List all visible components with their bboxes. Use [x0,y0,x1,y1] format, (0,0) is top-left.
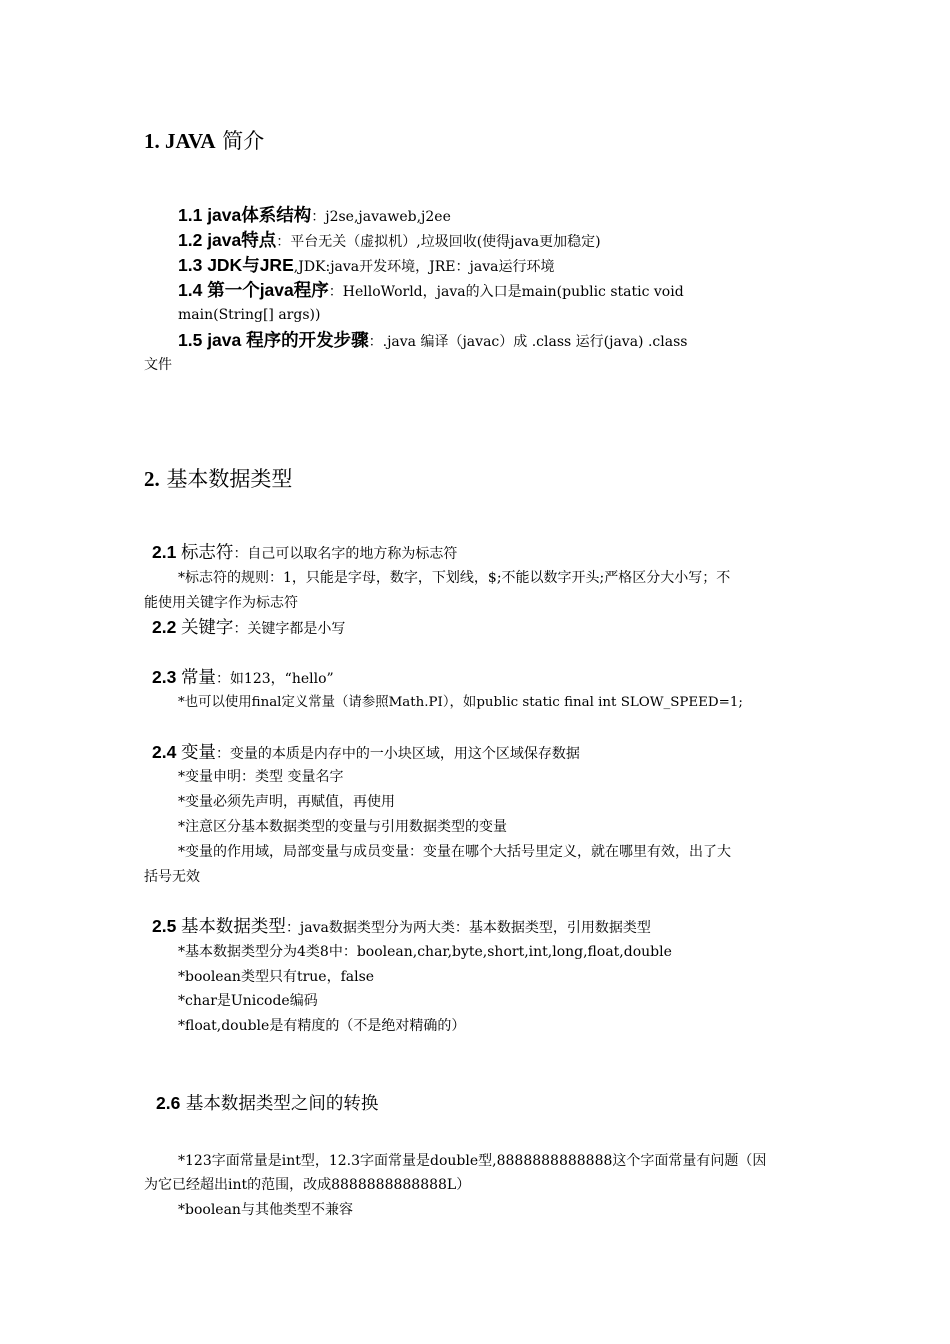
item-2-3-text: ：如123，“hello” [215,671,334,687]
section-1-title: 简介 [222,129,265,153]
item-1-4-label: 1.4 第一个java程序 [178,280,329,300]
item-2-5-text: ：java数据类型分为两大类：基本数据类型，引用数据类型 [285,920,651,936]
section-1-number: 1. JAVA [144,129,216,153]
item-1-4-text: HelloWorld，java的入口是main(public static void [342,284,684,300]
item-1-4 [178,280,684,302]
item-2-1-number: 2.1 [152,542,177,562]
item-2-5-line-1: *基本数据类型分为4类8中：boolean,char,byte,short,int,long,float,double [178,944,672,960]
item-2-5-number: 2.5 [152,916,177,936]
item-2-3 [152,667,334,689]
item-2-6-label: 基本数据类型之间的转换 [185,1094,379,1114]
item-2-4-text: ：变量的本质是内存中的一小块区域，用这个区域保存数据 [215,746,580,762]
item-2-4-line-5: 括号无效 [144,869,200,885]
item-2-1-label: 标志符 [180,543,234,563]
item-2-2 [152,617,345,639]
item-1-3 [178,255,554,277]
item-1-1-text: j2se,javaweb,j2ee [325,209,451,225]
item-1-5-label: 1.5 java 程序的开发步骤 [178,330,369,350]
item-1-2-sep: ： [276,234,291,250]
item-1-5-text: .java 编译（javac）成 .class 运行(java) .class [382,334,688,350]
item-2-2-number: 2.2 [152,617,177,637]
item-2-4-line-3: *注意区分基本数据类型的变量与引用数据类型的变量 [178,819,507,835]
item-2-4-number: 2.4 [152,742,177,762]
item-2-5-line-2: *boolean类型只有true，false [178,969,375,985]
item-2-5-line-4: *float,double是有精度的（不是绝对精确的） [178,1018,466,1034]
item-2-2-text: ：关键字都是小写 [233,621,346,637]
item-2-1-line-2: 能使用关键字作为标志符 [144,595,298,611]
item-1-5-continuation: 文件 [144,357,172,373]
item-2-1-line-1: *标志符的规则：1，只能是字母，数字，下划线，$;不能以数字开头;严格区分大小写；不 [178,570,731,586]
item-1-4-continuation: main(String[] args)) [178,307,321,323]
item-1-3-label: 1.3 JDK与JRE [178,255,294,275]
item-2-4 [152,742,580,764]
item-1-2 [178,230,601,252]
item-2-4-line-1: *变量申明：类型 变量名字 [178,769,344,785]
section-2-title: 基本数据类型 [166,467,293,491]
item-1-4-sep: ： [328,284,343,300]
item-2-5 [152,916,651,938]
item-2-1-text: ：自己可以取名字的地方称为标志符 [233,546,458,562]
item-1-1 [178,205,451,227]
item-2-4-line-4: *变量的作用域，局部变量与成员变量：变量在哪个大括号里定义，就在哪里有效，出了大 [178,844,731,860]
section-2-heading [144,465,292,493]
item-1-5 [178,330,687,352]
item-1-2-label: 1.2 java特点 [178,230,277,250]
item-2-2-label: 关键字 [180,618,234,638]
item-2-4-label: 变量 [180,743,216,763]
item-2-1 [152,542,457,564]
item-2-6-heading [156,1091,378,1116]
item-1-1-sep: ： [311,209,326,225]
section-2-number: 2. [144,467,160,491]
item-2-3-label: 常量 [180,668,216,688]
item-1-2-text: 平台无关（虚拟机）,垃圾回收(使得java更加稳定) [290,234,601,250]
item-2-5-label: 基本数据类型 [180,917,286,937]
item-1-5-sep: ： [368,334,383,350]
item-1-1-label: 1.1 java体系结构 [178,205,312,225]
item-2-6-line-1: *123字面常量是int型，12.3字面常量是double型,8888888888888这个字面常量有问题（因 [178,1153,767,1169]
item-2-3-line-1: *也可以使用final定义常量（请参照Math.PI），如public static final int SLOW_SPEED=1; [178,695,743,710]
item-2-6-number: 2.6 [156,1093,181,1113]
item-2-5-line-3: *char是Unicode编码 [178,993,318,1009]
section-1-heading [144,127,264,155]
item-2-3-number: 2.3 [152,667,177,687]
item-2-4-line-2: *变量必须先声明，再赋值，再使用 [178,794,395,810]
item-2-6-line-2: 为它已经超出int的范围，改成8888888888888L） [144,1177,471,1193]
item-1-3-text: ,JDK:java开发环境，JRE：java运行环境 [293,259,555,275]
item-2-6-line-3: *boolean与其他类型不兼容 [178,1202,353,1218]
